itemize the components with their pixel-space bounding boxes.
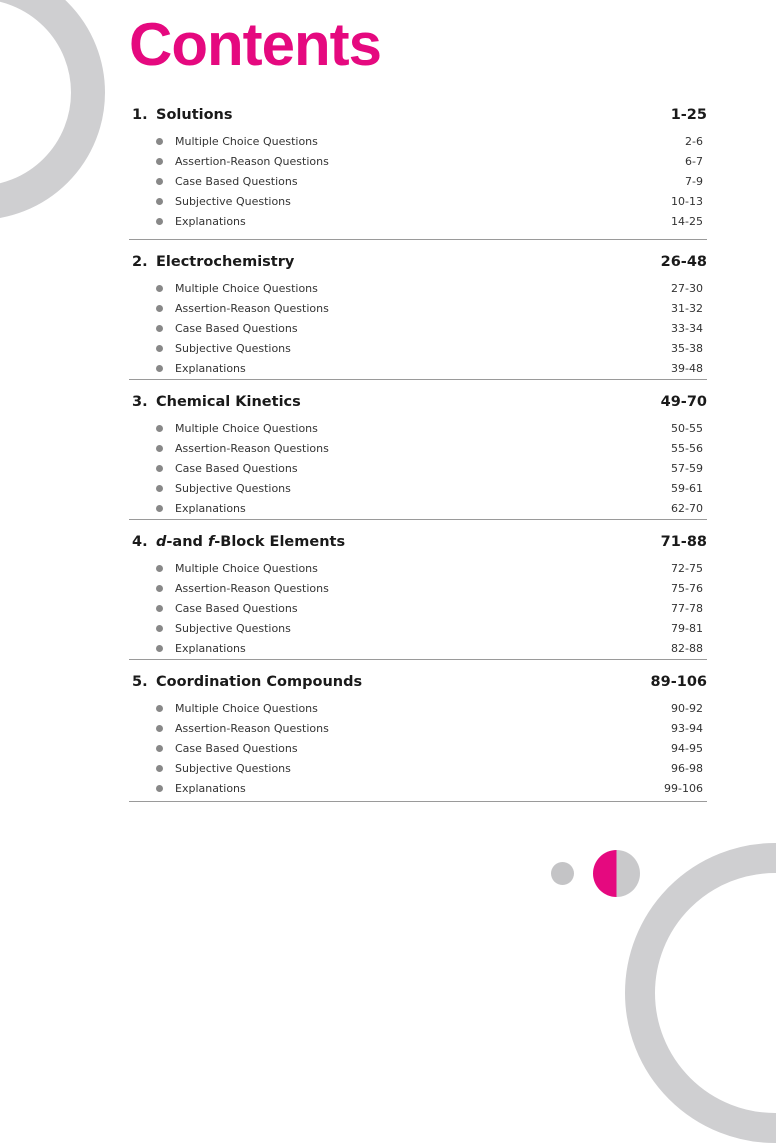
item-pages: 2-6	[685, 134, 703, 148]
bullet-icon	[156, 485, 163, 492]
item-pages: 90-92	[671, 701, 703, 715]
bullet-icon	[156, 745, 163, 752]
item-label: Assertion-Reason Questions	[175, 721, 329, 735]
bullet-icon	[156, 785, 163, 792]
item-label: Subjective Questions	[175, 761, 291, 775]
list-item[interactable]	[129, 338, 707, 358]
item-pages: 27-30	[671, 281, 703, 295]
bullet-icon	[156, 645, 163, 652]
item-label: Assertion-Reason Questions	[175, 154, 329, 168]
bullet-icon	[156, 365, 163, 372]
item-label: Explanations	[175, 214, 246, 228]
bullet-icon	[156, 198, 163, 205]
item-pages: 10-13	[671, 194, 703, 208]
list-item[interactable]	[129, 638, 707, 658]
item-label: Assertion-Reason Questions	[175, 301, 329, 315]
list-item[interactable]	[129, 738, 707, 758]
chapter-solutions	[129, 100, 707, 240]
bullet-icon	[156, 705, 163, 712]
bullet-icon	[156, 325, 163, 332]
list-item[interactable]	[129, 318, 707, 338]
item-pages: 14-25	[671, 214, 703, 228]
decorative-arc-bottom-right	[625, 843, 776, 1143]
item-label: Multiple Choice Questions	[175, 281, 318, 295]
list-item[interactable]	[129, 578, 707, 598]
chapter-title-rest: -Block Elements	[214, 534, 346, 550]
table-of-contents	[129, 100, 707, 802]
chapter-pages: 1-25	[670, 107, 707, 123]
chapter-electrochemistry	[129, 240, 707, 380]
bullet-icon	[156, 445, 163, 452]
bullet-icon	[156, 725, 163, 732]
item-pages: 99-106	[664, 781, 703, 795]
item-pages: 57-59	[671, 461, 703, 475]
item-label: Case Based Questions	[175, 601, 298, 615]
chapter-heading[interactable]	[129, 254, 707, 278]
item-label: Multiple Choice Questions	[175, 421, 318, 435]
chapter-d-and-f-block-elements	[129, 520, 707, 660]
item-pages: 50-55	[671, 421, 703, 435]
bullet-icon	[156, 585, 163, 592]
list-item[interactable]	[129, 151, 707, 171]
chapter-coordination-compounds	[129, 660, 707, 802]
bullet-icon	[156, 218, 163, 225]
list-item[interactable]	[129, 718, 707, 738]
chapter-heading[interactable]	[129, 534, 707, 558]
list-item[interactable]	[129, 358, 707, 378]
list-item[interactable]	[129, 211, 707, 231]
page-title: Contents	[129, 11, 381, 78]
chapter-number: 2.	[132, 254, 148, 270]
bullet-icon	[156, 505, 163, 512]
bullet-icon	[156, 605, 163, 612]
bullet-icon	[156, 178, 163, 185]
chapter-title	[156, 534, 661, 550]
bullet-icon	[156, 345, 163, 352]
item-pages: 93-94	[671, 721, 703, 735]
item-pages: 35-38	[671, 341, 703, 355]
bullet-icon	[156, 285, 163, 292]
item-label: Case Based Questions	[175, 741, 298, 755]
item-pages: 96-98	[671, 761, 703, 775]
list-item[interactable]	[129, 698, 707, 718]
item-label: Explanations	[175, 641, 246, 655]
bullet-icon	[156, 765, 163, 772]
bullet-icon	[156, 625, 163, 632]
list-item[interactable]	[129, 458, 707, 478]
decorative-half-circle	[593, 850, 640, 897]
item-label: Subjective Questions	[175, 481, 291, 495]
bullet-icon	[156, 425, 163, 432]
decorative-arc-top-left	[0, 0, 105, 220]
chapter-title-and: -and	[166, 534, 208, 550]
list-item[interactable]	[129, 558, 707, 578]
chapter-title-d: d	[156, 534, 167, 550]
item-label: Subjective Questions	[175, 194, 291, 208]
item-label: Subjective Questions	[175, 621, 291, 635]
item-pages: 7-9	[685, 174, 703, 188]
list-item[interactable]	[129, 498, 707, 518]
item-pages: 62-70	[671, 501, 703, 515]
chapter-title-f: f	[207, 534, 215, 550]
item-pages: 94-95	[671, 741, 703, 755]
bullet-icon	[156, 138, 163, 145]
chapter-title: Coordination Compounds	[156, 674, 363, 690]
list-item[interactable]	[129, 298, 707, 318]
chapter-pages: 26-48	[660, 254, 707, 270]
chapter-number: 5.	[132, 674, 148, 690]
list-item[interactable]	[129, 418, 707, 438]
list-item[interactable]	[129, 278, 707, 298]
item-label: Multiple Choice Questions	[175, 561, 318, 575]
item-pages: 31-32	[671, 301, 703, 315]
item-pages: 75-76	[671, 581, 703, 595]
item-label: Explanations	[175, 501, 246, 515]
chapter-chemical-kinetics	[129, 380, 707, 520]
list-item[interactable]	[129, 438, 707, 458]
list-item[interactable]	[129, 171, 707, 191]
chapter-title: Electrochemistry	[156, 254, 295, 270]
item-pages: 79-81	[671, 621, 703, 635]
list-item[interactable]	[129, 778, 707, 798]
chapter-pages: 89-106	[650, 674, 707, 690]
chapter-heading[interactable]	[129, 674, 707, 698]
item-label: Multiple Choice Questions	[175, 134, 318, 148]
item-label: Assertion-Reason Questions	[175, 581, 329, 595]
list-item[interactable]	[129, 618, 707, 638]
list-item[interactable]	[129, 598, 707, 618]
list-item[interactable]	[129, 758, 707, 778]
item-pages: 55-56	[671, 441, 703, 455]
chapter-number: 4.	[132, 534, 148, 550]
bullet-icon	[156, 465, 163, 472]
item-label: Case Based Questions	[175, 321, 298, 335]
item-label: Subjective Questions	[175, 341, 291, 355]
chapter-number: 3.	[132, 394, 148, 410]
chapter-title: Solutions	[156, 107, 233, 123]
chapter-heading[interactable]	[129, 394, 707, 418]
chapter-pages: 71-88	[660, 534, 707, 550]
list-item[interactable]	[129, 191, 707, 211]
chapter-number: 1.	[132, 107, 148, 123]
list-item[interactable]	[129, 478, 707, 498]
item-label: Explanations	[175, 781, 246, 795]
item-pages: 72-75	[671, 561, 703, 575]
bullet-icon	[156, 305, 163, 312]
chapter-title: Chemical Kinetics	[156, 394, 301, 410]
bullet-icon	[156, 565, 163, 572]
item-label: Explanations	[175, 361, 246, 375]
list-item[interactable]	[129, 131, 707, 151]
item-pages: 59-61	[671, 481, 703, 495]
decorative-grey-dot	[551, 862, 574, 885]
bullet-icon	[156, 158, 163, 165]
item-label: Multiple Choice Questions	[175, 701, 318, 715]
item-pages: 33-34	[671, 321, 703, 335]
item-pages: 6-7	[685, 154, 703, 168]
item-label: Assertion-Reason Questions	[175, 441, 329, 455]
item-pages: 77-78	[671, 601, 703, 615]
chapter-pages: 49-70	[660, 394, 707, 410]
item-pages: 82-88	[671, 641, 703, 655]
chapter-heading[interactable]	[129, 107, 707, 131]
item-label: Case Based Questions	[175, 174, 298, 188]
item-pages: 39-48	[671, 361, 703, 375]
item-label: Case Based Questions	[175, 461, 298, 475]
